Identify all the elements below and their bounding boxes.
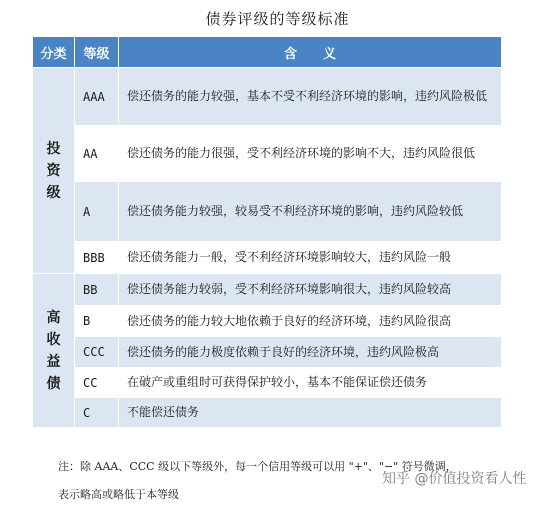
meaning-cell: 偿还债务的能力极度依赖于良好的经济环境，违约风险极高 <box>119 337 502 368</box>
category-investment-grade: 投资级 <box>33 68 75 274</box>
table-row <box>33 306 502 337</box>
meaning-cell: 偿还债务能力一般，受不利经济环境影响较大，违约风险一般 <box>119 242 502 274</box>
table-row <box>33 182 502 242</box>
header-meaning: 含 义 <box>119 37 502 68</box>
meaning-cell: 偿还债务的能力较强，基本不受不利经济环境的影响，违约风险极低 <box>119 68 502 126</box>
meaning-cell: 偿还债务的能力很强，受不利经济环境的影响不大，违约风险很低 <box>119 126 502 182</box>
table-row <box>33 68 502 126</box>
meaning-cell: 偿还债务能力较弱，受不利经济环境影响很大，违约风险较高 <box>119 274 502 306</box>
table-row <box>33 398 502 428</box>
header-grade: 等级 <box>75 37 119 68</box>
table-row <box>33 337 502 368</box>
meaning-cell: 偿还债务的能力较大地依赖于良好的经济环境，违约风险很高 <box>119 306 502 337</box>
meaning-cell: 在破产或重组时可获得保护较小，基本不能保证偿还债务 <box>119 368 502 398</box>
meaning-cell: 偿还债务能力较强，较易受不利经济环境的影响，违约风险较低 <box>119 182 502 242</box>
table-row <box>33 274 502 306</box>
source-watermark: 知乎 @价值投资看人性 <box>382 471 527 487</box>
grade-cell: B <box>75 306 119 337</box>
table-row <box>33 126 502 182</box>
table-header-row <box>33 37 502 68</box>
grade-cell: AAA <box>75 68 119 126</box>
header-category: 分类 <box>33 37 75 68</box>
grade-cell: BB <box>75 274 119 306</box>
page-title: 债券评级的等级标准 <box>205 10 350 28</box>
grade-cell: CCC <box>75 337 119 368</box>
footnote-line-2: 表示略高或略低于本等级 <box>58 488 179 501</box>
grade-cell: AA <box>75 126 119 182</box>
table-row <box>33 368 502 398</box>
footnote-line-1: 注：除 AAA、CCC 级以下等级外，每一个信用等级可以用 "+"、"−" 符号微调， <box>58 460 457 473</box>
grade-cell: CC <box>75 368 119 398</box>
grade-cell: C <box>75 398 119 428</box>
rating-table <box>32 36 502 428</box>
grade-cell: A <box>75 182 119 242</box>
table-row <box>33 242 502 274</box>
grade-cell: BBB <box>75 242 119 274</box>
category-high-yield: 高收益债 <box>33 274 75 428</box>
meaning-cell: 不能偿还债务 <box>119 398 502 428</box>
